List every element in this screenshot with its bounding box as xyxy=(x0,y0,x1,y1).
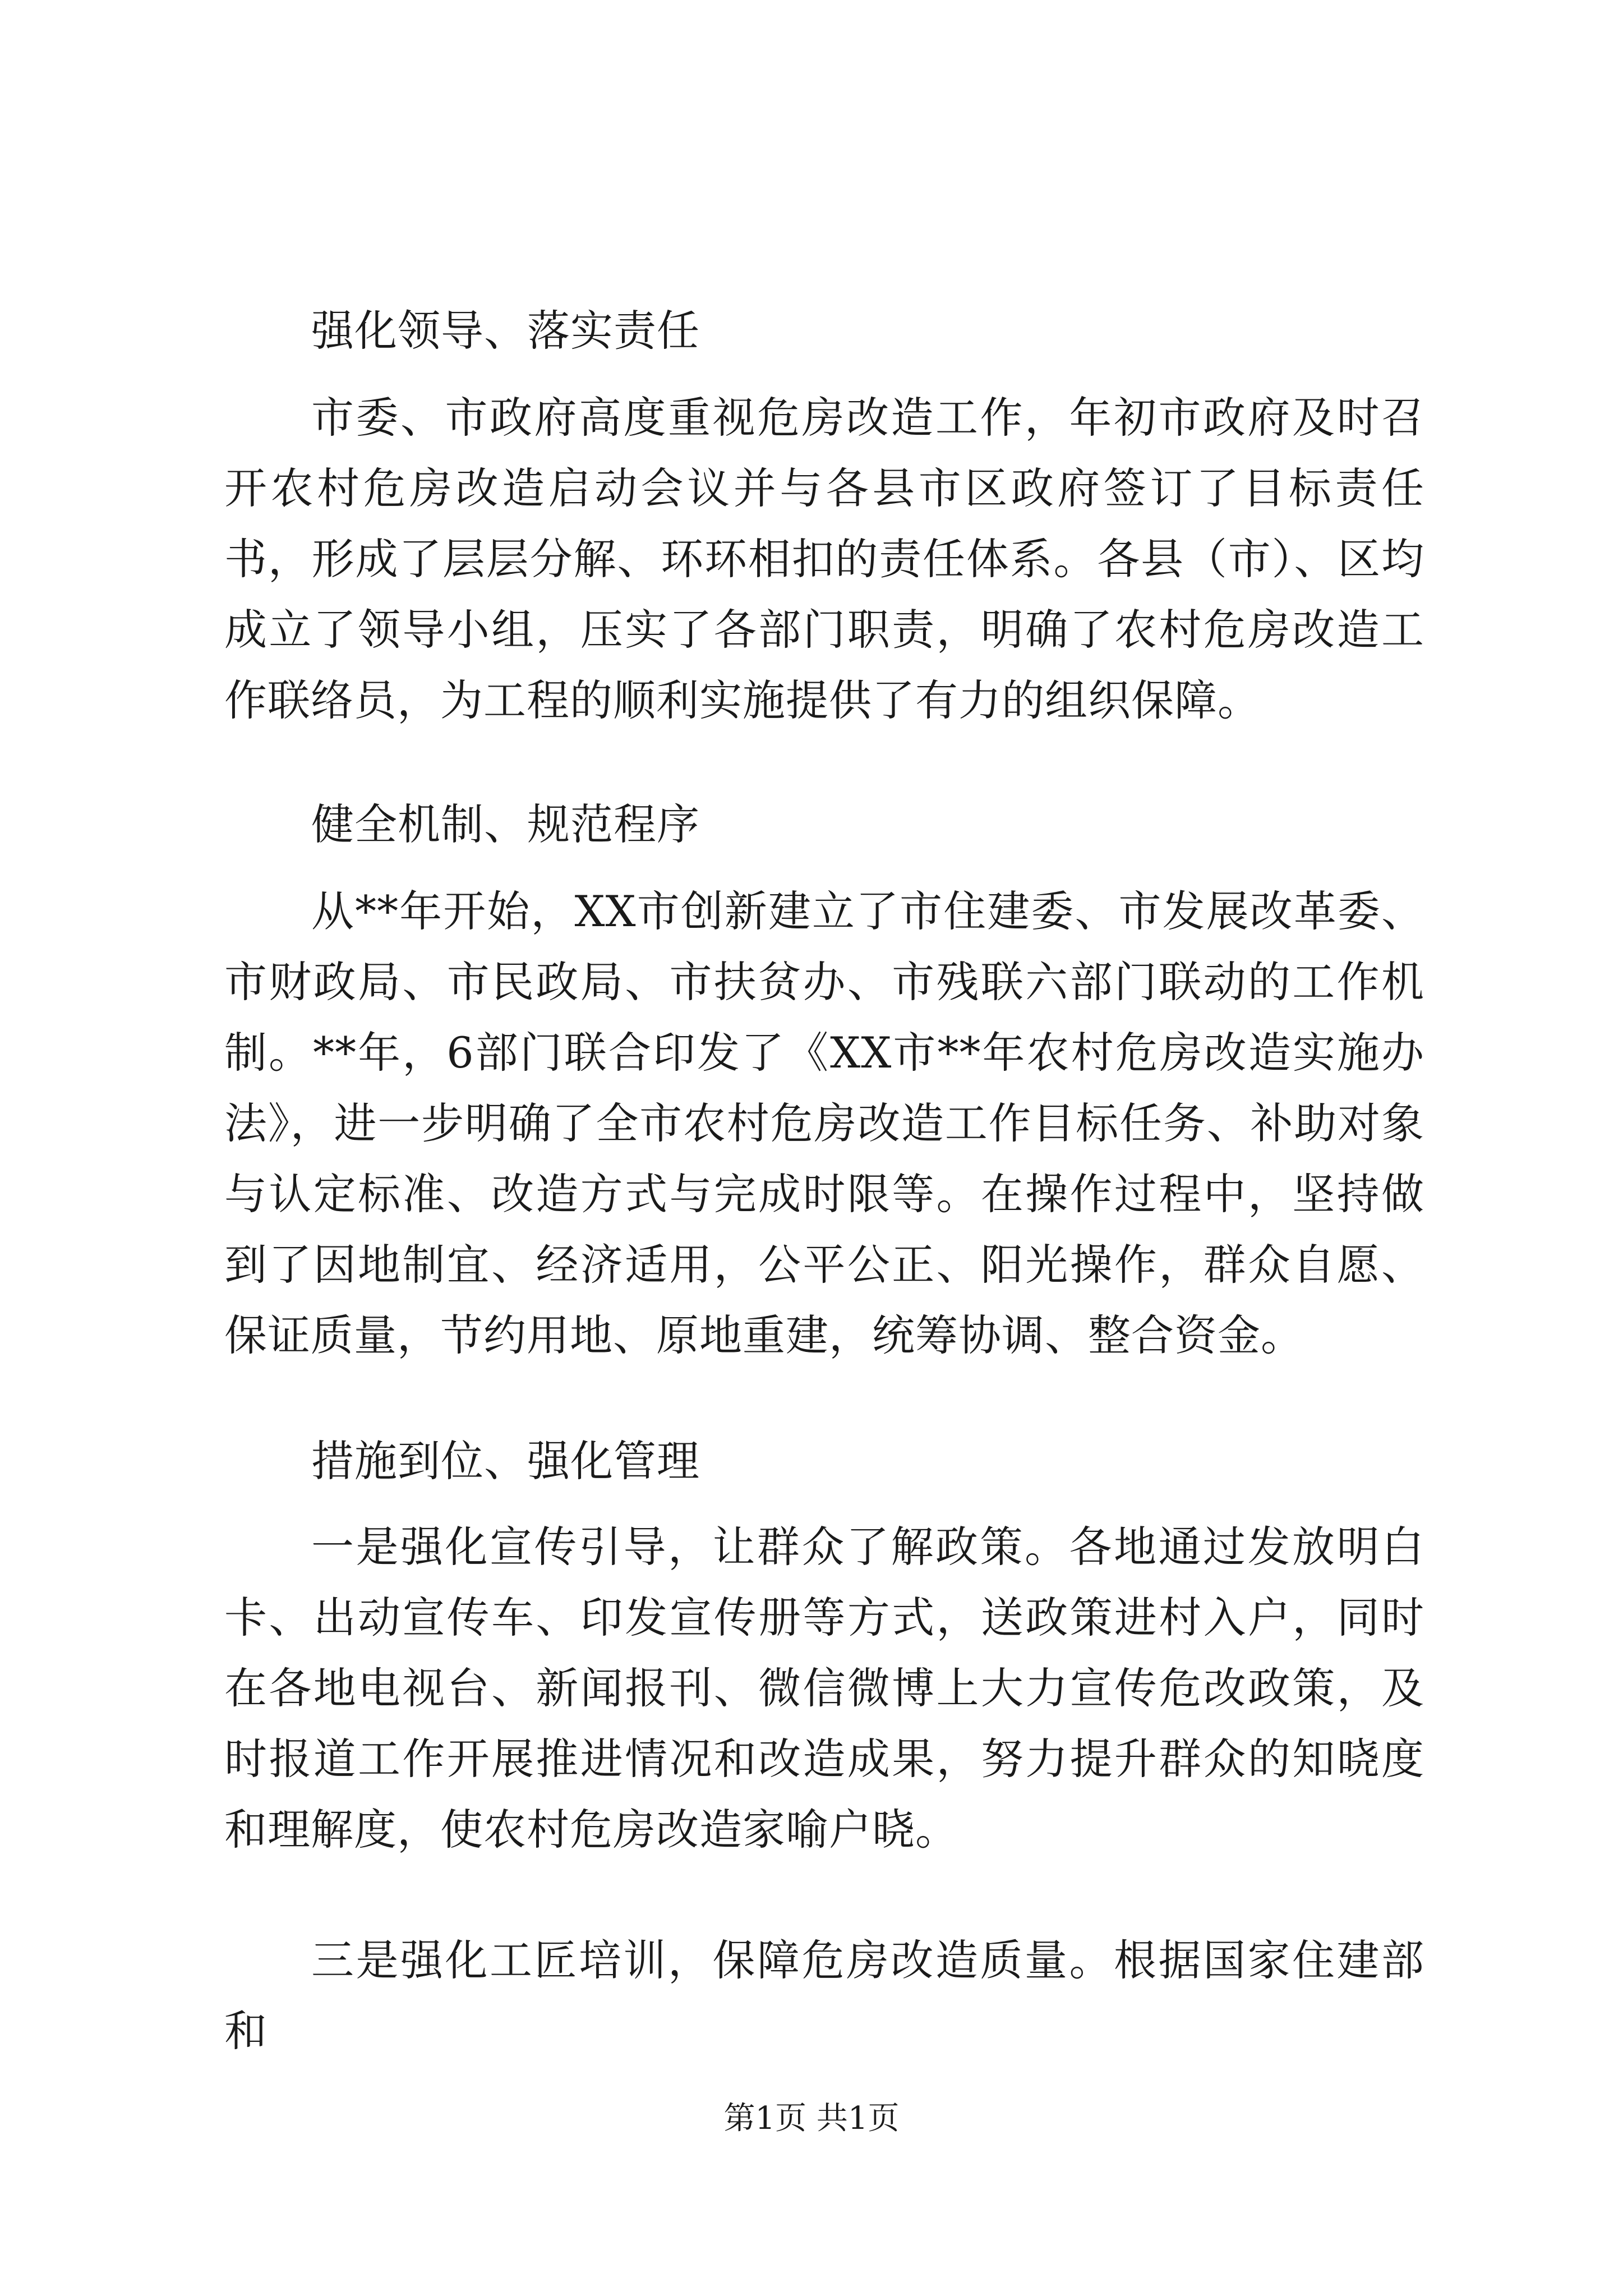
section-heading: 强化领导、落实责任 xyxy=(311,306,700,356)
body-paragraph: 市委、市政府高度重视危房改造工作，年初市政府及时召开农村危房改造启动会议并与各县市区政府签订了目标责任书，形成了层层分解、环环相扣的责任体系。各县（市）、区均成立了领导小组，压实了各部门职责，明确了农村危房改造工作联络员，为工程的顺利实施提供了有力的组织保障。 xyxy=(224,393,1424,725)
page-footer: 第1页 共1页 xyxy=(723,2100,900,2137)
body-paragraph: 三是强化工匠培训，保障危房改造质量。根据国家住建部和 xyxy=(224,1935,1424,2056)
body-paragraph: 一是强化宣传引导，让群众了解政策。各地通过发放明白卡、出动宣传车、印发宣传册等方式，送政策进村入户，同时在各地电视台、新闻报刊、微信微博上大力宣传危改政策，及时报道工作开展推进情况和改造成果，努力提升群众的知晓度和理解度，使农村危房改造家喻户晓。 xyxy=(224,1522,1424,1855)
body-paragraph: 从**年开始，XX市创新建立了市住建委、市发展改革委、市财政局、市民政局、市扶贫办、市残联六部门联动的工作机制。**年，6部门联合印发了《XX市**年农村危房改造实施办法》，进一步明确了全市农村危房改造工作目标任务、补助对象与认定标准、改造方式与完成时限等。在操作过程中，坚持做到了因地制宜、经济适用，公平公正、阳光操作，群众自愿、保证质量，节约用地、原地重建，统筹协调、整合资金。 xyxy=(224,886,1424,1360)
section-heading: 措施到位、强化管理 xyxy=(311,1436,700,1486)
section-heading: 健全机制、规范程序 xyxy=(311,799,700,849)
